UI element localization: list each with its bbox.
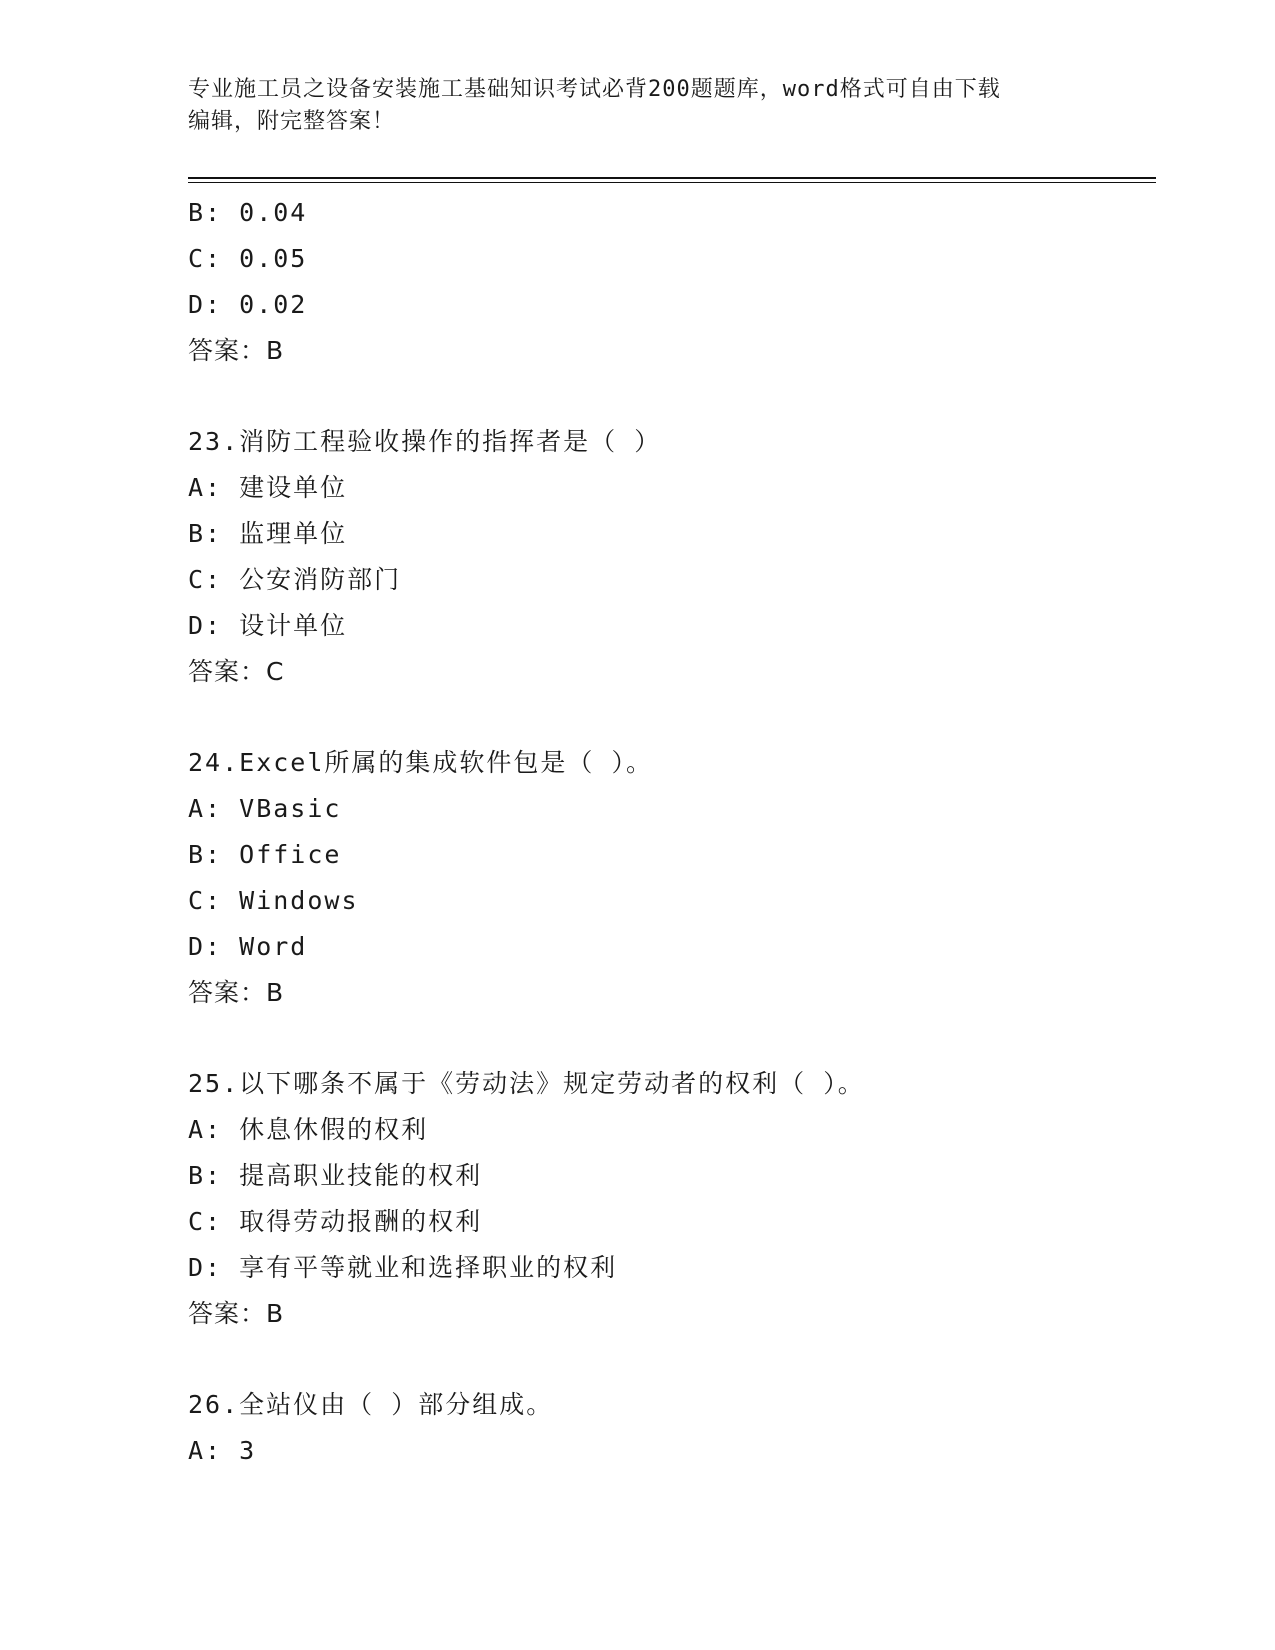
header-divider-thin: [188, 182, 1156, 183]
option-c: C: 0.05: [188, 244, 308, 273]
question-list: [188, 190, 1156, 1474]
question-block: [188, 419, 1156, 695]
title-line-2: 编辑，附完整答案！: [188, 109, 396, 134]
answer-line: 答案：B: [188, 978, 285, 1007]
question-block: [188, 1382, 1156, 1474]
header-divider-thick: [188, 177, 1156, 179]
option-c: C: Windows: [188, 886, 359, 915]
question-stem: 25.以下哪条不属于《劳动法》规定劳动者的权利（ ）。: [188, 1069, 865, 1098]
answer-line: 答案：B: [188, 336, 285, 365]
option-d: D: 0.02: [188, 290, 308, 319]
option-b: B: Office: [188, 840, 342, 869]
answer-line: 答案：B: [188, 1299, 285, 1328]
title-line-1: 专业施工员之设备安装施工基础知识考试必背200题题库，word格式可自由下载: [188, 77, 1001, 102]
option-a: A: VBasic: [188, 794, 342, 823]
question-stem: 23.消防工程验收操作的指挥者是（ ）: [188, 427, 662, 456]
question-block: [188, 740, 1156, 1016]
option-d: D: Word: [188, 932, 308, 961]
option-b: B: 0.04: [188, 198, 308, 227]
document-title: [188, 74, 1088, 138]
answer-line: 答案：C: [188, 657, 285, 686]
option-c: C: 公安消防部门: [188, 565, 402, 594]
question-block: [188, 1061, 1156, 1337]
question-stem: 24.Excel所属的集成软件包是（ ）。: [188, 748, 653, 777]
option-d: D: 设计单位: [188, 611, 348, 640]
option-d: D: 享有平等就业和选择职业的权利: [188, 1253, 618, 1282]
option-b: B: 提高职业技能的权利: [188, 1161, 483, 1190]
question-stem: 26.全站仪由（ ）部分组成。: [188, 1390, 554, 1419]
option-b: B: 监理单位: [188, 519, 348, 548]
option-c: C: 取得劳动报酬的权利: [188, 1207, 483, 1236]
option-a: A: 建设单位: [188, 473, 348, 502]
option-a: A: 3: [188, 1436, 257, 1465]
question-block: [188, 190, 1156, 374]
option-a: A: 休息休假的权利: [188, 1115, 429, 1144]
